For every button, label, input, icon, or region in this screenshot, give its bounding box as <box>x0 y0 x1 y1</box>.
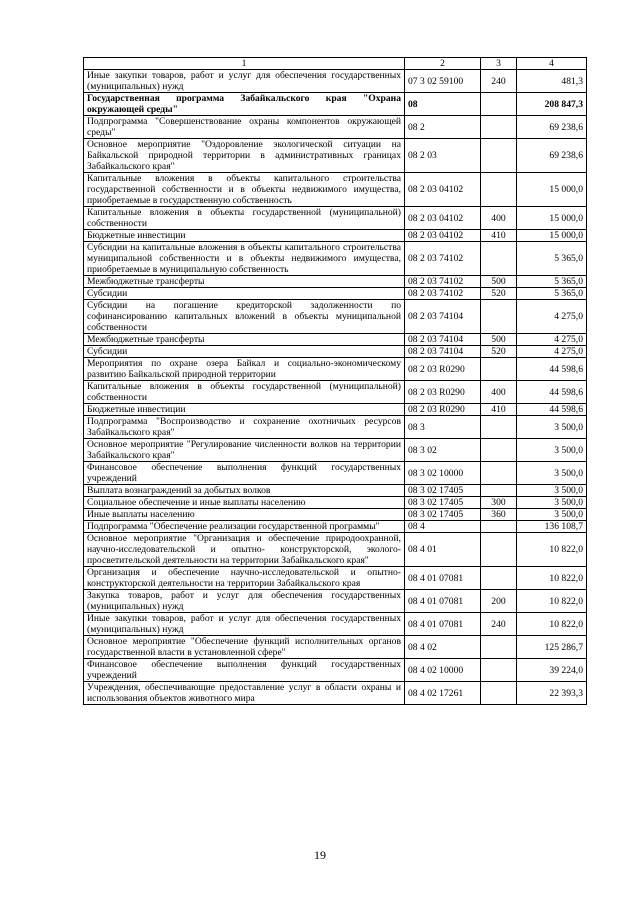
row-code: 08 3 <box>405 416 481 439</box>
row-vr <box>481 485 517 497</box>
row-vr <box>481 659 517 682</box>
row-code: 08 2 03 R0290 <box>405 358 481 381</box>
row-name: Основное мероприятие "Обеспечение функций исполнительных органов государственной власти в установленной сфере" <box>84 636 405 659</box>
row-vr <box>481 300 517 334</box>
row-code: 08 2 03 74104 <box>405 346 481 358</box>
row-amount: 15 000,0 <box>517 173 587 207</box>
table-row <box>84 70 587 93</box>
row-amount: 44 598,6 <box>517 404 587 416</box>
table-row <box>84 497 587 509</box>
row-name: Межбюджетные трансферты <box>84 276 405 288</box>
row-name: Социальное обеспечение и иные выплаты населению <box>84 497 405 509</box>
row-vr: 500 <box>481 334 517 346</box>
row-code: 08 2 03 74104 <box>405 300 481 334</box>
row-code: 08 3 02 17405 <box>405 485 481 497</box>
row-code: 08 3 02 17405 <box>405 509 481 521</box>
table-row <box>84 116 587 139</box>
row-name: Субсидии <box>84 346 405 358</box>
row-amount: 5 365,0 <box>517 242 587 276</box>
table-row <box>84 533 587 567</box>
row-amount: 3 500,0 <box>517 416 587 439</box>
row-vr <box>481 173 517 207</box>
row-name: Капитальные вложения в объекты капитального строительства государственной собственности и в объекты недвижимого имущества, приобретаемые в государственную собственность <box>84 173 405 207</box>
row-vr <box>481 533 517 567</box>
row-vr <box>481 116 517 139</box>
table-row <box>84 636 587 659</box>
row-vr: 400 <box>481 381 517 404</box>
row-code: 08 4 01 07081 <box>405 590 481 613</box>
row-amount: 208 847,3 <box>517 93 587 116</box>
row-amount: 39 224,0 <box>517 659 587 682</box>
row-name: Подпрограмма "Обеспечение реализации государственной программы" <box>84 521 405 533</box>
row-name: Субсидии <box>84 288 405 300</box>
row-amount: 4 275,0 <box>517 346 587 358</box>
table-row <box>84 358 587 381</box>
row-code: 07 3 02 59100 <box>405 70 481 93</box>
row-code: 08 2 03 04102 <box>405 207 481 230</box>
row-vr <box>481 93 517 116</box>
table-row <box>84 381 587 404</box>
row-name: Основное мероприятие "Организация и обеспечение природоохранной, научно-исследовательской и опытно- конструкторской, эколого-просветительской деятельности на территории Забайкальского края" <box>84 533 405 567</box>
row-name: Подпрограмма "Совершенствование охраны компонентов окружающей среды" <box>84 116 405 139</box>
row-amount: 3 500,0 <box>517 497 587 509</box>
row-name: Государственная программа Забайкальского края "Охрана окружающей среды" <box>84 93 405 116</box>
table-row <box>84 462 587 485</box>
row-code: 08 3 02 10000 <box>405 462 481 485</box>
header-col-amount: 4 <box>517 58 587 70</box>
row-vr: 520 <box>481 346 517 358</box>
row-code: 08 2 03 04102 <box>405 173 481 207</box>
header-col-code: 2 <box>405 58 481 70</box>
row-amount: 22 393,3 <box>517 682 587 705</box>
row-code: 08 2 03 R0290 <box>405 381 481 404</box>
table-row <box>84 242 587 276</box>
row-amount: 3 500,0 <box>517 509 587 521</box>
row-code: 08 2 03 <box>405 139 481 173</box>
row-name: Учреждения, обеспечивающие предоставление услуг в области охраны и использования объектов животного мира <box>84 682 405 705</box>
table-row <box>84 590 587 613</box>
row-vr: 520 <box>481 288 517 300</box>
table-row <box>84 613 587 636</box>
row-amount: 44 598,6 <box>517 358 587 381</box>
row-code: 08 2 03 R0290 <box>405 404 481 416</box>
row-amount: 4 275,0 <box>517 334 587 346</box>
budget-table <box>83 57 587 705</box>
row-name: Иные выплаты населению <box>84 509 405 521</box>
table-row <box>84 288 587 300</box>
row-code: 08 4 <box>405 521 481 533</box>
row-name: Основное мероприятие "Оздоровление экологической ситуации на Байкальской природной территории в административных границах Забайкальского края" <box>84 139 405 173</box>
header-row <box>84 58 587 70</box>
row-amount: 3 500,0 <box>517 485 587 497</box>
row-name: Бюджетные инвестиции <box>84 230 405 242</box>
page-number: 19 <box>314 848 326 862</box>
row-vr: 400 <box>481 207 517 230</box>
row-amount: 44 598,6 <box>517 381 587 404</box>
table-row <box>84 567 587 590</box>
row-name: Капитальные вложения в объекты государственной (муниципальной) собственности <box>84 381 405 404</box>
row-vr: 410 <box>481 404 517 416</box>
row-code: 08 4 01 07081 <box>405 613 481 636</box>
table-row <box>84 416 587 439</box>
row-name: Капитальные вложения в объекты государственной (муниципальной) собственности <box>84 207 405 230</box>
table-row <box>84 346 587 358</box>
row-name: Основное мероприятие "Регулирование численности волков на территории Забайкальского края" <box>84 439 405 462</box>
table-row <box>84 173 587 207</box>
row-vr <box>481 521 517 533</box>
row-name: Мероприятия по охране озера Байкал и социально-экономическому развитию Байкальской природной территории <box>84 358 405 381</box>
row-vr <box>481 139 517 173</box>
row-code: 08 4 01 <box>405 533 481 567</box>
table-row <box>84 439 587 462</box>
row-name: Субсидии на погашение кредиторской задолженности по софинансированию капитальных вложений в объекты муниципальной собственности <box>84 300 405 334</box>
row-amount: 69 238,6 <box>517 116 587 139</box>
row-vr: 360 <box>481 509 517 521</box>
table-row <box>84 659 587 682</box>
row-code: 08 4 02 10000 <box>405 659 481 682</box>
row-amount: 10 822,0 <box>517 533 587 567</box>
row-name: Субсидии на капитальные вложения в объекты капитального строительства муниципальной собственности и в объекты недвижимого имущества, приобретаемые в муниципальную собственность <box>84 242 405 276</box>
row-code: 08 2 03 74102 <box>405 276 481 288</box>
row-vr <box>481 416 517 439</box>
row-amount: 15 000,0 <box>517 207 587 230</box>
row-amount: 15 000,0 <box>517 230 587 242</box>
table-row <box>84 300 587 334</box>
row-code: 08 4 02 <box>405 636 481 659</box>
row-vr: 410 <box>481 230 517 242</box>
row-code: 08 3 02 <box>405 439 481 462</box>
table-row <box>84 404 587 416</box>
row-name: Закупка товаров, работ и услуг для обеспечения государственных (муниципальных) нужд <box>84 590 405 613</box>
header-col-vr: 3 <box>481 58 517 70</box>
row-vr: 500 <box>481 276 517 288</box>
row-name: Межбюджетные трансферты <box>84 334 405 346</box>
row-vr <box>481 462 517 485</box>
row-name: Организация и обеспечение научно-исследовательской и опытно-конструкторской деятельности на территории Забайкальского края <box>84 567 405 590</box>
row-code: 08 2 03 74102 <box>405 242 481 276</box>
row-vr <box>481 242 517 276</box>
row-amount: 4 275,0 <box>517 300 587 334</box>
row-code: 08 2 <box>405 116 481 139</box>
table-row <box>84 485 587 497</box>
table-row <box>84 334 587 346</box>
row-amount: 481,3 <box>517 70 587 93</box>
row-vr: 200 <box>481 590 517 613</box>
row-code: 08 2 03 74104 <box>405 334 481 346</box>
row-amount: 3 500,0 <box>517 462 587 485</box>
header-col-name: 1 <box>84 58 405 70</box>
row-code: 08 <box>405 93 481 116</box>
row-code: 08 2 03 04102 <box>405 230 481 242</box>
row-name: Иные закупки товаров, работ и услуг для обеспечения государственных (муниципальных) нужд <box>84 613 405 636</box>
row-code: 08 2 03 74102 <box>405 288 481 300</box>
row-vr: 240 <box>481 613 517 636</box>
row-vr: 300 <box>481 497 517 509</box>
row-name: Подпрограмма "Воспроизводство и сохранение охотничьих ресурсов Забайкальского края" <box>84 416 405 439</box>
row-vr <box>481 439 517 462</box>
row-amount: 69 238,6 <box>517 139 587 173</box>
row-vr <box>481 567 517 590</box>
row-code: 08 4 02 17261 <box>405 682 481 705</box>
row-code: 08 3 02 17405 <box>405 497 481 509</box>
row-amount: 136 108,7 <box>517 521 587 533</box>
row-vr <box>481 682 517 705</box>
row-amount: 5 365,0 <box>517 288 587 300</box>
table-row <box>84 230 587 242</box>
row-amount: 5 365,0 <box>517 276 587 288</box>
row-name: Финансовое обеспечение выполнения функций государственных учреждений <box>84 659 405 682</box>
table-row <box>84 93 587 116</box>
table-row <box>84 682 587 705</box>
row-amount: 10 822,0 <box>517 567 587 590</box>
table-row <box>84 521 587 533</box>
row-name: Иные закупки товаров, работ и услуг для обеспечения государственных (муниципальных) нужд <box>84 70 405 93</box>
row-name: Бюджетные инвестиции <box>84 404 405 416</box>
row-vr <box>481 358 517 381</box>
row-amount: 125 286,7 <box>517 636 587 659</box>
row-vr: 240 <box>481 70 517 93</box>
table-row <box>84 276 587 288</box>
row-amount: 10 822,0 <box>517 590 587 613</box>
row-amount: 10 822,0 <box>517 613 587 636</box>
table-row <box>84 509 587 521</box>
table-row <box>84 207 587 230</box>
row-name: Финансовое обеспечение выполнения функций государственных учреждений <box>84 462 405 485</box>
row-vr <box>481 636 517 659</box>
row-code: 08 4 01 07081 <box>405 567 481 590</box>
table-row <box>84 139 587 173</box>
row-amount: 3 500,0 <box>517 439 587 462</box>
row-name: Выплата вознаграждений за добытых волков <box>84 485 405 497</box>
